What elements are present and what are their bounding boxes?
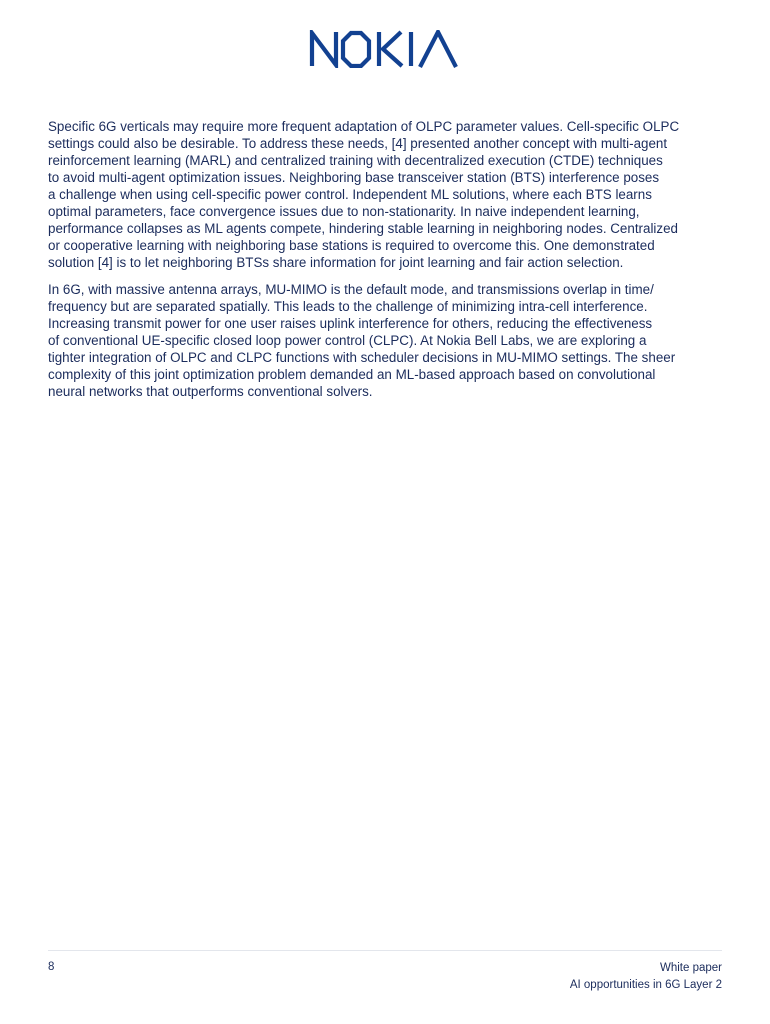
paragraph: In 6G, with massive antenna arrays, MU-MIMO is the default mode, and transmissions overlap in time/ frequency but are separated spatially. This leads to the challenge of minimizing intra-cell interference. Increasing transmit power for one user raises uplink interference for others, reducing the effectiveness of conventional UE-specific closed loop power control (CLPC). At Nokia Bell Labs, we are exploring a tighter integration of OLPC and CLPC functions with scheduler decisions in MU-MIMO settings. The sheer complexity of this joint optimization problem demanded an ML-based approach based on convolutional neural networks that outperforms conventional solvers. xyxy=(48,282,676,399)
nokia-logo xyxy=(309,30,461,68)
footer-doc-title: AI opportunities in 6G Layer 2 xyxy=(569,979,722,991)
footer-doc-type: White paper xyxy=(659,962,722,974)
page-number: 8 xyxy=(48,961,55,973)
footer-divider xyxy=(48,950,722,951)
nokia-logo-icon xyxy=(309,30,461,68)
paragraph: Specific 6G verticals may require more frequent adaptation of OLPC parameter values. Cell-specific OLPC settings could also be desirable. To address these needs, [4] presented another concept with multi-agent reinforcement learning (MARL) and centralized training with decentralized execution (CTDE) techniques to avoid multi-agent optimization issues. Neighboring base transceiver station (BTS) interference poses a challenge when using cell-specific power control. Independent ML solutions, where each BTS learns optimal parameters, face convergence issues due to non-stationarity. In naive independent learning, performance collapses as ML agents compete, hindering stable learning in neighboring nodes. Centralized or cooperative learning with neighboring base stations is required to overcome this. One demonstrated solution [4] is to let neighboring BTSs share information for joint learning and fair action selection. xyxy=(48,119,680,270)
footer-doc-info xyxy=(570,960,722,994)
body-text xyxy=(48,118,724,410)
